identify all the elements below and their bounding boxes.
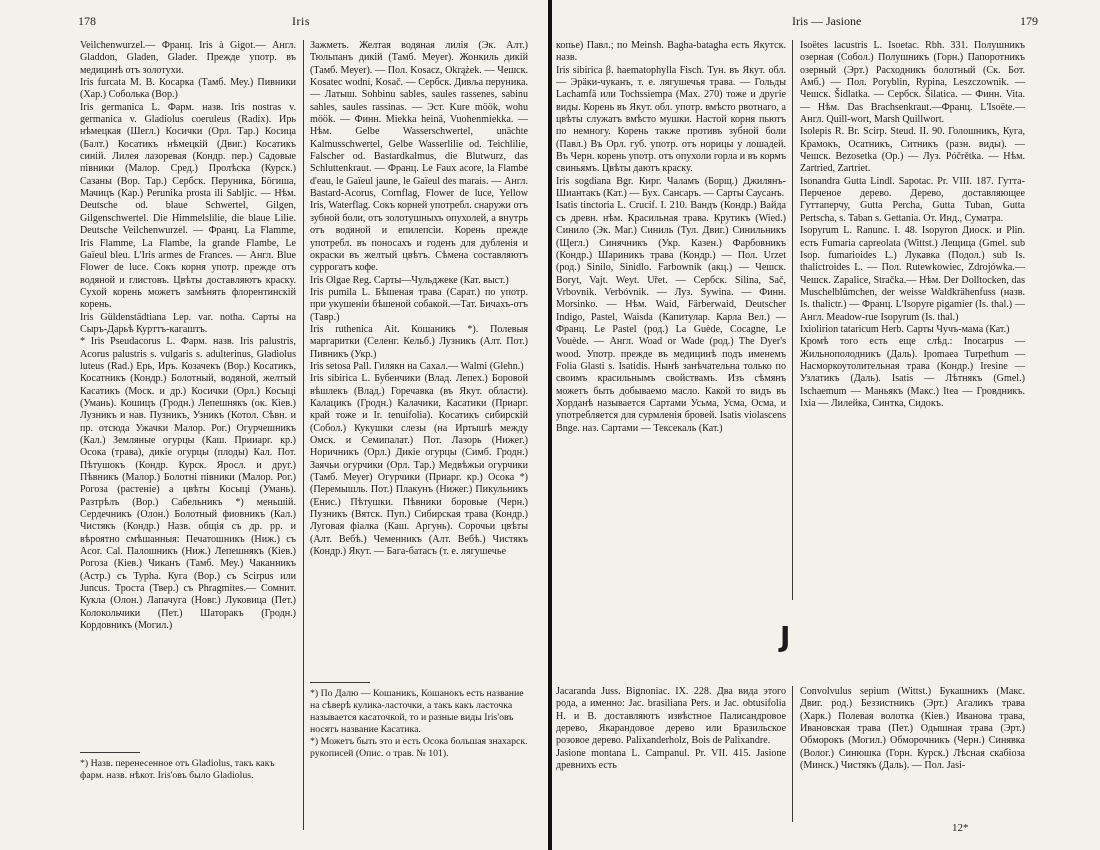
entry-text: Convolvulus sepium (Wittst.) Букашникъ (Макс. Двиг. род.) Беззистникъ (Эрт.) Агаликъ трава (Харк.) Полевая волотка (Кіев.) Иванова трава, Ивановская трава (Пет.) Одышная трава (Эрт.) Обморокъ (Могил.) Обморочникъ (Черн.) Синявка (Волог.) Синюшка (Горн. Курск.) Лѣсная скабіоза (Минск.) Чистякъ (Даль). — Пол. Jasi- [800, 686, 1025, 772]
section-letter: J [780, 620, 791, 653]
entry-text: Iris setosa Pall. Гилякн на Сахал.— Walmi (Glehn.) [310, 360, 524, 372]
entry-text: Iris furcata M. B. Косарка (Тамб. Меу.) Пивники (Хар.) Соболька (Вор.) [80, 77, 296, 101]
entry-text: Iris pumila L. Бѣшеная трава (Сарат.) по употр. при укушеніи бѣшеной собакой.—Тат. Бичахъ-отъ (Тавр.) [310, 286, 528, 323]
entry-text: Isatis tinctoria L. Crucif. I. 210. Вандъ (Кондр.) Вайда съ древн. нѣм. Красильная трава. Крутикъ (Wied.) Синило (Эк. Маг.) Синиль (Тул. Двиг.) Синильникъ (Щегл.) Синячникъ (Укр. Казен.) Фарбовникъ (Кондр.) Шариникъ трава (Кондр.) — Пол. Urzet (род.) Sinilo, Sinidlo. Farbownik (акц.) — Чешск. Boryt, Vajt. Weyt. Uřet. — Сербск. Silina, Sač, Vrbovnik. Verbóvnik. — Луз. Sywina. — Финн. Morsinko. — Нѣм. Waid, Färberwaid, Deutscher Indigo, Pastel, Waisda (Капитулар. Карла Вел.) — Франц. Le Pastel (род.) La Guède, Cocagne, Le Vouède. — Англ. Woad or Wade (род.) The Dyer's wood. Употр. прежде въ медицинѣ подъ именемъ Folia Glasti s. Isatidis. Нынѣ занѣчательна только по своимъ красильнымъ свойствамъ. Изъ сѣмянъ можетъ быть добываемо масло. Какой то видъ въ Хорданѣ называется Сартами Усьма, Усма, Осма, и употребляется для сурмленія бровей. Isatis violascens Bnge. наз. Сартами — Тексекаль (Кат.) [556, 200, 786, 434]
entry-text: Iris sibirica L. Бубенчики (Влад. Лепех.) Боровой вѣшлекъ (Влад.) Горечавка (въ Якут. области). Калацикъ (Гродн.) Калачики, Касатики (Приарг. край тоже и Ir. tenuifolia). Косатикъ сибирскій (Собол.) Кукушки слезы (на Иртышѣ между Омск. и Семипалат.) Пот. Лазорь (Нижег.) Норичникъ (Орл.) Дикіе огурцы (Симб. Гродн.) Заячьи огурчики (Орл. Тар.) Медвѣжьи огурчики (Тамб. Меуer) Огурчики (Приарг. кр.) Осока *) (Перемышль. Пот.) Плакунъ (Нижег.) Пикульникъ (Енис.) Пѣтушки. Пѣвники боровые (Черн.) Пузникъ (Вятск. Пуп.) Сибирская трава (Кондр.) Луговая фіалка (Каш. Аргунь). Сорочьи цвѣты (Алт. Вебѣ.) Чеменникъ (Алт. Вебѣ.) Чистякъ (Кондр.) Якут. — Бага-батасъ (т. е. лягушечье [310, 373, 528, 558]
entry-text: Isolepis R. Br. Scirp. Steud. II. 90. Голошникъ, Куга, Крамокъ, Осатникъ, Ситникъ (разн. виды). — Чешск. Bezosetka (Ор.) — Луз. Póčrětka. — Нѣм. Zartried, Zartriet. [800, 126, 1025, 175]
entry-text: Кромѣ того есть еще слѣд.: Inocarpus — Жильнополодникъ (Даль). Ipomaea Turpethum — Насморкоутолительная трава (Кондр.) Iresine — Узлатикъ (Даль). Isatis — Лѣтнякъ (Gmel.) Ischaemum — Маньякъ (Макс.) Itea — Гровдникъ. Ixia — Лилейка, Синтка, Сидокъ. [800, 336, 1025, 409]
entry-text: Isopyrum L. Ranunc. I. 48. Isopyron Диоск. и Plin. есть Fumaria capreolata (Wittst.) Лещица (Gmel. sub Isop. fumarioides L.) Лукавка (Подол.) sub Is. thalictroides L. — Пол. Rutewkowiec, Zdrojówka.—Чешск. Zapalice, Stračka.— Нѣм. Der Dolltocken, das Muschelblümchen, der weisse Waldkrähenfuss (назв. Is. thalictr.) — Франц. L'Isopyre pigamier (Is. thal.) — Англ. Meadow-rue Isopyrum (Is. thal.) [800, 225, 1025, 323]
entry-text: Iris sogdiana Bgr. Кирг. Чаламъ (Борщ.) Джилянъ-Шиантакъ (Кат.) — Бух. Сансаръ. — Сарты Саусанъ. [556, 175, 786, 200]
entry-text: Veilchenwurzel.— Франц. Iris à Gigot.— Англ. Gladdon, Gladen, Glader. Прежде употр. въ медицинѣ отъ золотухи. [80, 40, 296, 76]
left-page [0, 0, 548, 850]
page-number-right: 179 [1020, 14, 1038, 28]
left-column-2 [310, 40, 528, 676]
entry-text: Iris germanica L. Фарм. назв. Iris nostras v. germanica v. Gladiolus coeruleus (Radix). Ирь нѣмецкая (Шегл.) Косички (Орл. Тар.) Косица (Балт.) Косатикъ нѣмецкій (Двиг.) Косатикъ синій. Лилея лазоревая (Кондр. пер.) Садовые півники (Малор. Сред.) Пролѣска (Курск.) Сазаны (Вор. Тар.) Сербск. Перуника, Бöгиша, Мачицъ (Кар.) Perunika prosta ili Sabljic. — Нѣм. Deutsche od. blaue Schwertel, Gilgen, Gilgenschwertel. Die Himmelslilie, die blaue Lilie. Deutsche Veilchenwurzel. — Франц. La Flamme, Iris Flamme, La Flambe, la grande Flambe, Le Gaïeul bleu. L'Iris armes de Frances. — Англ. Blue Flower de luce. Сокъ корня употр. прежде отъ водяной и глистовъ. Цвѣты доставляютъ краску. Сухой корень можетъ замѣнять флорентинскій корень. [80, 101, 296, 311]
entry-text: Ixiolirion tataricum Herb. Сарты Чучъ-мама (Кат.) [800, 323, 1010, 335]
right-column-2 [800, 40, 1025, 600]
footnote-left [80, 758, 296, 782]
column-rule [792, 40, 793, 600]
right-column-1 [556, 40, 786, 600]
footnote-text: *) По Далю — Кошаникъ, Кошанокъ есть название на сѣверѣ кулика-ласточки, а такъ какъ ласточка называется касаточкой, то и разные виды Iris'овъ носятъ название Касатика. [310, 688, 524, 735]
entry-text: Iris Olgae Reg. Сарты—Чульджеке (Кат. выст.) [310, 274, 509, 286]
page-number-left: 178 [78, 14, 96, 28]
column-rule [792, 686, 793, 822]
footnote-rule [310, 682, 370, 683]
entry-text: копье) Павл.; по Meinsh. Bagha-batagha есть Якутск. назв. [556, 40, 786, 64]
signature-mark: 12* [952, 822, 969, 834]
right-column-3 [556, 686, 786, 822]
entry-text: * Iris Pseudacorus L. Фарм. назв. Iris palustris, Acorus palustris s. vulgaris s. adulterinus, Gladiolus luteus (Rad.) Ерь, Иръ. Козачекъ (Вор.) Косатикъ, Косатникъ (Кондр.) Болотный, водяной, желтый Касатикъ (Моск. и др.) Косички (Орл.) Косыці (Умань). Кошицъ (Гродн.) Лепешнякъ (ок. Кіев.) Лузникъ и нав. Пузникъ, Узникъ (Котол. Сѣвн. и пр. отсюда Ужачки Малор. Рог.) Огурчешникъ (Кал.) Земляные огурцы (Каш. Прииарг. кр.) Осока (трава), дикіе огурцы (плоды) Кал. Пот. Пѣтушокъ (Кондр. Курск. Яросл. и друг.) Пѣвникъ (Малор.) Болотні півники (Малор. Рог.) Рогоза (растеніе) а цвѣты Косыці (Умань). Разтрѣлъ (Вор.) Сабельникъ *) меньшій. Сердечникъ (Олон.) Болотный фиовникъ (Кал.) Чистякъ (Кондр.) Назв. общія съ др. рр. и вѣроятно смѣшанныя: Печатошникъ (Ниж.) съ Acor. Cal. Палошникъ (Ниж.) Лепешнякъ (Кіев.) Рогоза (Кіев.) Чиканъ (Тамб. Меу.) Чаканникъ (Астр.) съ Typha. Куга (Вор.) съ Scirpus или Juncus. Троста (Твер.) съ Phragmites.— Сомнит. Кукла (Олон.) Лапачуга (Новг.) Луковица (Пет.) Колокольчики (Пет.) Шаторакъ (Гродн.) Кордовникъ (Могил.) [80, 336, 296, 632]
entry-text: Iris sibirica β. haematophylla Fisch. Тун. въ Якут. обл. — Эрäки-чуканъ, т. е. лягушечья трава. — Гольды Lachamfä или Tochssiempa (Max. 270) тоже и другіе виды. Корень въ Якут. обл. употр. вмѣсто рвотнаго, а цвѣты служатъ вмѣсто мушки. Настой корня пьютъ по немногу. Корень также противъ зубной боли (Павл.) Въ Орл. губ. употр. отъ норицы у лошадей. Въ Черн. корень употр. отъ опухоли горла и въ кормъ свиньямъ. Цвѣты даютъ краску. [556, 64, 786, 175]
entry-text: Isonandra Gutta Lindl. Sapotac. Pr. VIII. 187. Гутта-Перченое дерево. Дерево, доставляющее Гуттаперчу, Gutta Percha, Gutta Tuban, Gutta Pertscha, s. Taban s. Gettania. От. Инд., Суматра. [800, 175, 1025, 224]
left-column-1 [80, 40, 296, 748]
entry-text: Jacaranda Juss. Bignoniac. IX. 228. Два вида этого рода, а именно: Jac. brasiliana Pers. и Jac. obtusifolia H. и B. доставляютъ извѣстное Палисандровое дерево, Якарандовое дерево или Бразильское розовое дерево. Palixanderholz, Bois de Palixandre. [556, 686, 786, 747]
footnote-right [310, 688, 528, 760]
entry-text: Jasione montana L. Campanul. Pr. VII. 415. Jasione древнихъ есть [556, 747, 786, 772]
footnote-text: *) Назв. перенесенное отъ Gladiolus, такъ какъ фарм. назв. нѣкот. Iris'овъ было Gladiolus. [80, 758, 275, 781]
entry-text: Iris ruthenica Ait. Кошаникъ *). Полевыя маргаритки (Селенг. Кельб.) Лузникъ (Алт. Пот.) Пивникъ (Укр.) [310, 323, 528, 360]
entry-text: Isoëtes lacustris L. Isoetac. Rbh. 331. Полушникъ озерная (Собол.) Полушникъ (Горн.) Папоротникъ озерный (Эрт.) Расходникъ болотный (Ск. Бот. Амб.) — Пол. Poryblin, Rypina, Leszczownik. — Чешск. Šidlatka. — Сербск. Šilatica. — Финн. Vita. — Нѣм. Das Brachsenkraut.—Франц. L'Isoëte.— Англ. Quill-wort, Marsh Quillwort. [800, 40, 1025, 126]
column-rule [303, 40, 304, 830]
running-head-left: Iris [292, 14, 310, 28]
right-column-4 [800, 686, 1025, 822]
running-head-right: Iris — Jasione [792, 14, 862, 28]
footnote-text: *) Можетъ быть это и есть Осока большая знахарск. рукописей (Опис. о трав. № 101). [310, 736, 528, 759]
entry-text: Iris Güldenstädtiana Lep. var. notha. Сарты на Сыръ-Дарьѣ Курттъ-кагаштъ. [80, 311, 296, 335]
entry-text: Зажметь. Желтая водяная лилія (Эк. Алт.) Тюльпанъ дикій (Тамб. Меуer). Жонкиль дикій (Тамб. Меуer). — Пол. Kosacz, Okrążek. — Чешск. Kosatec wodní, Kosač. — Сербск. Дивља перуника. — Латыш. Sohbinu sables, saules rassenes, sabinu sahles, saules rassinas. — Эст. Kure möök, wohu möök. — Финн. Miekka heinä, Vuohenmiekka. — Нѣм. Gelbe Wasserschwertel, unächte Kalmusschwertel, Gelbe Wasserlilie od. Teichlilie, Falscher od. Bastardkalmus, die Blutwurz, das Schluttenkraut. — Франц. Le Faux acore, la Flambe d'eau, le Gaïeul jaune, le Gaïeul des marais. — Англ. Bastard-Acorus, Cornflag, Flower de luce, Yellow Iris, Waterflag. Сокъ корней употребл. снаружи отъ зубной боли, отъ золотушныхъ опухолей, а внутрь отъ водяной и епилепсіи. Корень прежде употребл. въ поносахъ и годенъ для дубленія и окраски въ желтый цвѣтъ. Сѣмена составляютъ суррогатъ кофе. [310, 40, 528, 274]
right-page [552, 0, 1100, 850]
footnote-rule [80, 752, 140, 753]
